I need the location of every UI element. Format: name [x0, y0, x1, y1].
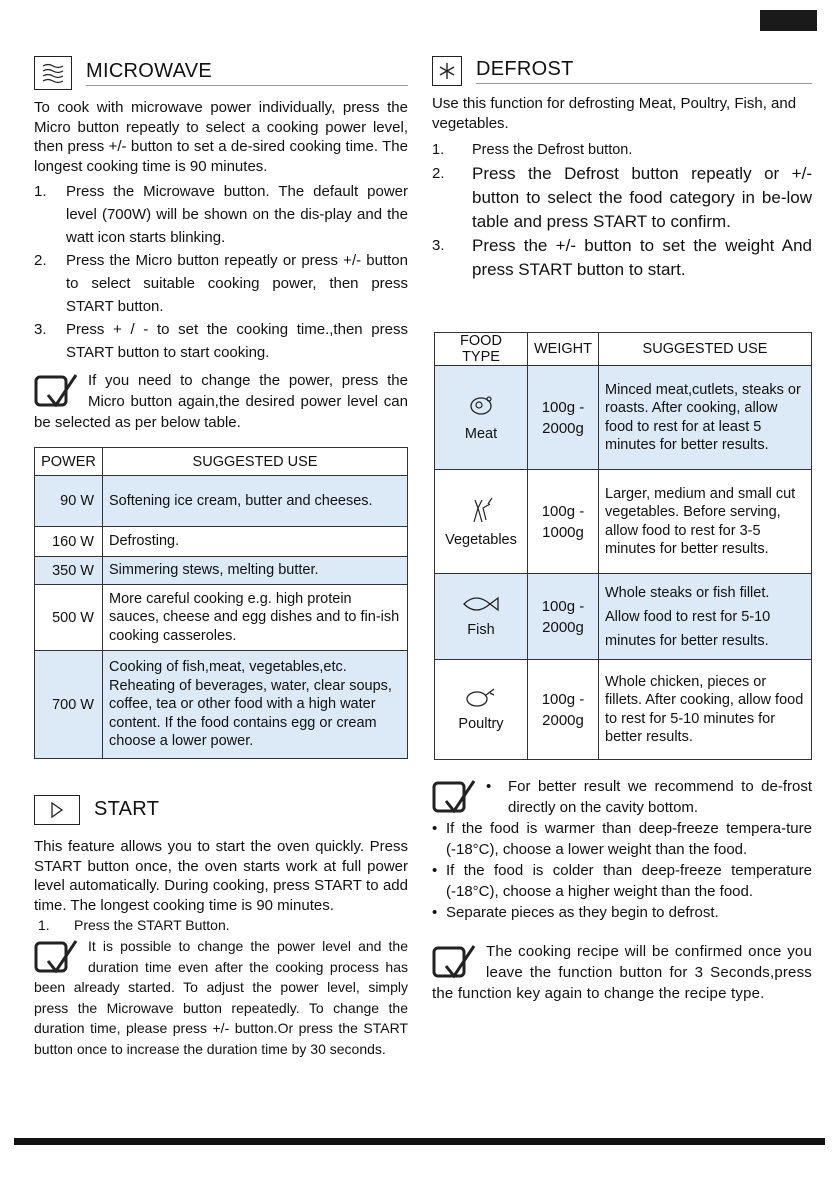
- recipe-note: The cooking recipe will be confirmed once you leave the function button for 3 Seconds,press the function key again to change the recipe type.: [432, 943, 812, 1002]
- food-type-label: Fish: [467, 621, 495, 638]
- defrost-step: 3. Press the +/- button to set the weight And press START button to start.: [432, 236, 812, 279]
- table-row: 350 W Simmering stews, melting butter.: [35, 557, 408, 585]
- tip-item: • For better result we recommend to de-frost directly on the cavity bottom.: [486, 778, 812, 816]
- microwave-title: MICROWAVE: [86, 60, 408, 86]
- snowflake-icon: [432, 56, 462, 86]
- checkmark-note-icon: [34, 373, 80, 407]
- poultry-icon: [464, 686, 498, 708]
- checkmark-note-icon: [432, 779, 478, 813]
- meat-icon: [466, 392, 496, 418]
- table-row: Vegetables 100g - 1000g Larger, medium and small cut vegetables. Before serving, allow food to rest for 3-5 minutes for better results.: [435, 470, 812, 574]
- table-row: Meat 100g - 2000g Minced meat,cutlets, steaks or roasts. After cooking, allow food to rest for at least 5 minutes for better results.: [435, 366, 812, 470]
- defrost-title: DEFROST: [476, 58, 812, 84]
- start-section-header: [34, 795, 408, 825]
- checkmark-note-icon: [34, 939, 80, 973]
- fish-icon: [461, 594, 501, 614]
- table-row: 500 W More careful cooking e.g. high protein sauces, cheese and egg dishes and to fin-ish cooking casseroles.: [35, 585, 408, 651]
- table-row: Poultry 100g - 2000g Whole chicken, pieces or fillets. After cooking, allow food to rest for 5-10 minutes for better results.: [435, 660, 812, 760]
- tip-item: • If the food is warmer than deep-freeze tempera-ture (-18°C), choose a lower weight than the food.: [432, 820, 812, 858]
- microwave-step: 1. Press the Microwave button. The default power level (700W) will be shown on the dis-play and the watt icon starts blinking.: [34, 183, 408, 246]
- microwave-step: 3. Press + / - to set the cooking time.,then press START button to start cooking.: [34, 321, 408, 361]
- tip-item: • If the food is colder than deep-freeze temperature (-18°C), choose a higher weight than the food.: [432, 862, 812, 900]
- defrost-section-header: [432, 56, 812, 86]
- table-header-row: FOOD TYPE WEIGHT SUGGESTED USE: [435, 333, 812, 366]
- microwave-intro: To cook with microwave power individually, press the Micro button repeatly to select a cooking power level, then press +/- button to set a de-sired cooking time. The longest cooking time is 90 minutes.: [34, 99, 408, 175]
- page-tab-marker: [760, 10, 817, 31]
- right-column: [432, 56, 812, 1002]
- table-header-row: POWER SUGGESTED USE: [35, 448, 408, 476]
- table-row: 90 W Softening ice cream, butter and cheeses.: [35, 476, 408, 527]
- table-row: 700 W Cooking of fish,meat, vegetables,etc. Reheating of beverages, water, clear soups, coffee, tea or other food with a high water content. If the food contains egg or cream choose a lower power.: [35, 651, 408, 759]
- microwave-note: If you need to change the power, press the Micro button again,the desired power level can be selected as per below table.: [34, 372, 408, 431]
- food-type-label: Meat: [464, 425, 498, 442]
- defrost-intro: Use this function for defrosting Meat, Poultry, Fish, and vegetables.: [432, 95, 797, 132]
- start-intro: This feature allows you to start the oven quickly. Press START button once, the oven starts work at full power level automatically. During cooking, press START to add time. The longest cooking time is 90 minutes.: [34, 838, 408, 914]
- left-column: [34, 56, 408, 1059]
- vegetables-icon: [466, 494, 496, 524]
- start-step: 1. Press the START Button.: [38, 917, 230, 933]
- play-icon: [34, 795, 80, 825]
- power-table: [34, 447, 408, 759]
- bottom-rule: [14, 1138, 825, 1145]
- tip-item: • Separate pieces as they begin to defrost.: [432, 904, 719, 921]
- microwave-section-header: [34, 56, 408, 90]
- start-title: START: [94, 797, 160, 820]
- food-type-label: Poultry: [458, 715, 504, 732]
- defrost-step: 2. Press the Defrost button repeatly or +/- button to select the food category in be-low table and press START to confirm.: [432, 164, 812, 231]
- defrost-step: 1. Press the Defrost button.: [432, 142, 633, 158]
- microwave-step: 2. Press the Micro button repeatly or press +/- button to select suitable cooking power, then press START button.: [34, 252, 408, 315]
- table-row: 160 W Defrosting.: [35, 527, 408, 557]
- checkmark-note-icon: [432, 944, 478, 978]
- food-type-label: Vegetables: [445, 531, 517, 548]
- defrost-table: [434, 332, 812, 760]
- defrost-tips: [432, 776, 812, 818]
- table-row: Fish 100g - 2000g Whole steaks or fish fillet. Allow food to rest for 5-10 minutes for better results.: [435, 574, 812, 660]
- start-note: It is possible to change the power level and the duration time even after the cooking process has been already started. To adjust the power level, simply press the Microwave button repeatedly. To change the duration time, please press +/- button.Or press the START button once to increase the duration time by 30 seconds.: [34, 938, 408, 1057]
- microwave-icon: [34, 56, 72, 90]
